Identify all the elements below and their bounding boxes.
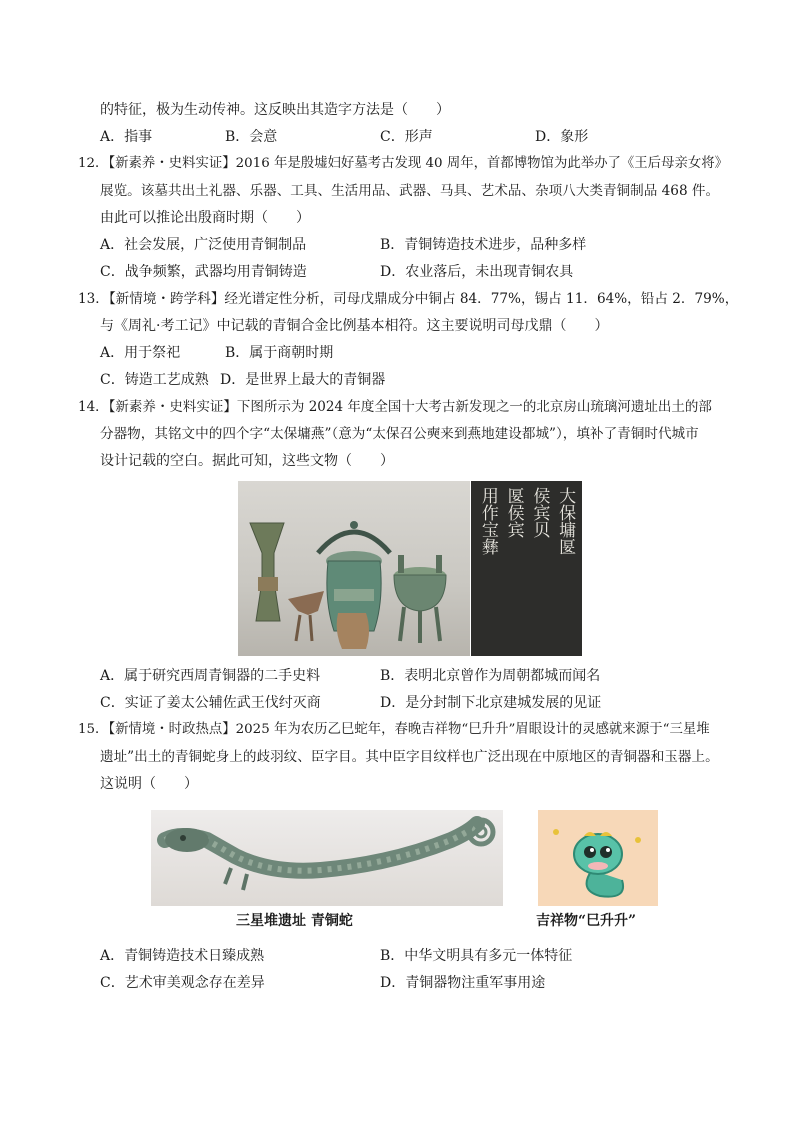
q11-text: 的特征，极为生动传神。这反映出其造字方法是（ ）: [100, 102, 450, 118]
q11-option-a[interactable]: A．指事: [100, 129, 153, 145]
q14-option-a[interactable]: A．属于研究西周青铜器的二手史料: [100, 668, 321, 684]
q13-stem-line2: 与《周礼·考工记》中记载的青铜合金比例基本相符。这主要说明司母戊鼎（ ）: [100, 318, 609, 334]
q12-option-a[interactable]: A．社会发展，广泛使用青铜制品: [100, 237, 307, 253]
q12-option-c[interactable]: C．战争频繁，武器均用青铜铸造: [100, 264, 307, 280]
q13-option-d[interactable]: D．是世界上最大的青铜器: [220, 372, 386, 388]
q13-stem-line1: 13．【新情境・跨学科】经光谱定性分析，司母戊鼎成分中铜占 84．77%，锡占 11．64%，铅占 2．79%，: [78, 291, 739, 307]
q14-stem-line2: 分器物，其铭文中的四个字“太保墉燕”（意为“太保召公奭来到燕地建设都城”），填补了青铜时代城市: [100, 426, 699, 442]
q14-option-b[interactable]: B．表明北京曾作为周朝都城而闻名: [380, 668, 601, 684]
q14-option-d[interactable]: D．是分封制下北京建城发展的见证: [380, 695, 602, 711]
q15-option-b[interactable]: B．中华文明具有多元一体特征: [380, 948, 573, 964]
mascot-image: [538, 810, 658, 906]
q14-stem-line1: 14．【新素养・史料实证】下图所示为 2024 年度全国十大考古新发现之一的北京房山琉璃河遗址出土的部: [78, 399, 712, 415]
q14-stem-line3: 设计记载的空白。据此可知，这些文物（ ）: [100, 453, 394, 469]
q12-stem-line1: 12．【新素养・史料实证】2016 年是殷墟妇好墓考古发现 40 周年，首都博物馆为此举办了《王后母亲女将》: [78, 156, 729, 171]
caption-mascot: 吉祥物“巳升升”: [536, 913, 637, 929]
q13-option-b[interactable]: B．属于商朝时期: [225, 345, 334, 361]
bronze-vessels-photo: [238, 481, 470, 656]
q13-option-a[interactable]: A．用于祭祀: [100, 345, 181, 361]
q12-stem-line2: 展览。该墓共出土礼器、乐器、工具、生活用品、武器、马具、艺术品、杂项八大类青铜制品 468 件。: [100, 183, 720, 199]
q15-option-a[interactable]: A．青铜铸造技术日臻成熟: [100, 948, 265, 964]
q11-option-b[interactable]: B．会意: [225, 129, 278, 145]
q11-option-c[interactable]: C．形声: [380, 129, 433, 145]
q13-option-c[interactable]: C．铸造工艺成熟: [100, 372, 209, 388]
inscription-column: 侯宾贝: [529, 487, 550, 538]
q15-option-c[interactable]: C．艺术审美观念存在差异: [100, 975, 265, 991]
q15-stem-line2: 遗址”出土的青铜蛇身上的歧羽纹、臣字目。其中臣字目纹样也广泛出现在中原地区的青铜器和玉器上。: [100, 749, 719, 765]
inscription-column: 匽侯宾: [503, 487, 524, 538]
q15-stem-line1: 15．【新情境・时政热点】2025 年为农历乙巳蛇年，春晚吉祥物“巳升升”眉眼设计的灵感就来源于“三星堆: [78, 722, 710, 737]
q11-option-d[interactable]: D．象形: [535, 129, 589, 145]
q15-option-d[interactable]: D．青铜器物注重军事用途: [380, 975, 546, 991]
inscription-column: 用作宝彝: [477, 487, 498, 555]
q12-stem-line3: 由此可以推论出殷商时期（ ）: [100, 210, 310, 226]
bronze-snake-photo: [151, 810, 503, 906]
q12-option-b[interactable]: B．青铜铸造技术进步，品种多样: [380, 237, 587, 253]
caption-bronze-snake: 三星堆遗址 青铜蛇: [236, 913, 353, 929]
inscription-column: 大保墉匽: [555, 487, 576, 555]
q14-option-c[interactable]: C．实证了姜太公辅佐武王伐纣灭商: [100, 695, 321, 711]
q15-stem-line3: 这说明（ ）: [100, 776, 198, 792]
inscription-rubbing-image: [471, 481, 582, 656]
q12-option-d[interactable]: D．农业落后，未出现青铜农具: [380, 264, 574, 280]
